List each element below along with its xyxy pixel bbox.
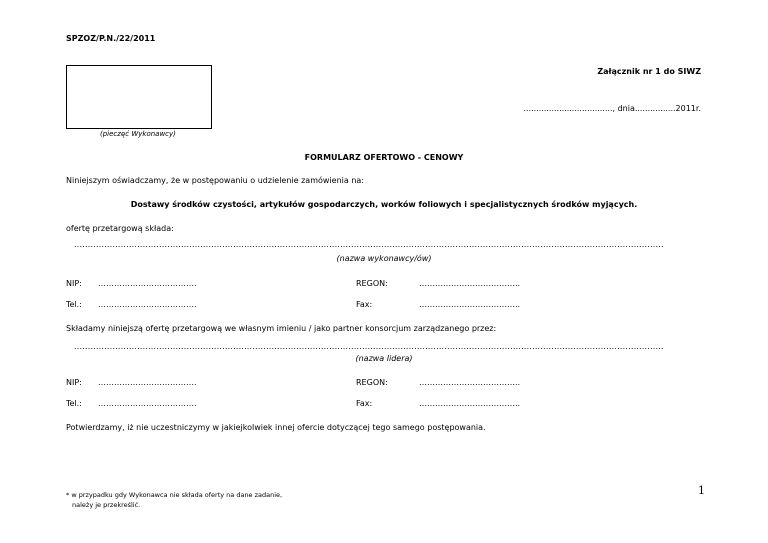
leader-fax-label: Fax: <box>356 399 373 408</box>
date-line: ..................................., dnia................2011r. <box>523 104 701 113</box>
leader-tel-dotted-field: ………………………………. <box>98 399 197 408</box>
attachment-label: Załącznik nr 1 do SIWZ <box>597 67 701 76</box>
nip-dotted-field: ………………………………. <box>98 279 197 288</box>
contractor-stamp-box <box>66 65 212 129</box>
leader-name-caption: (nazwa lidera) <box>355 354 413 363</box>
tel-dotted-field: ………………………………. <box>98 300 197 309</box>
leader-nip-dotted-field: ………………………………. <box>98 378 197 387</box>
order-subject: Dostawy środków czystości, artykułów gospodarczych, worków foliowych i specjalistycznych środków myjących. <box>130 200 638 209</box>
page-number: 1 <box>698 484 705 497</box>
offer-submitted-by-label: ofertę przetargową składa: <box>66 224 174 233</box>
declaration-text: Niniejszym oświadczamy, że w postępowaniu o udzielenie zamówienia na: <box>66 176 364 185</box>
form-title: FORMULARZ OFERTOWO - CENOWY <box>304 153 464 162</box>
document-reference: SPZOZ/P.N./22/2011 <box>66 34 156 43</box>
fax-dotted-field: ……………………………….. <box>419 300 521 309</box>
fax-label: Fax: <box>356 300 373 309</box>
leader-name-dotted-line: ....................................................................................................................................................................................................................... <box>74 342 664 351</box>
footnote-line-2: należy je przekreślić. <box>72 501 141 509</box>
tel-label: Tel.: <box>66 300 82 309</box>
nip-label: NIP: <box>66 279 82 288</box>
leader-regon-dotted-field: ……………………………….. <box>419 378 521 387</box>
contractor-name-caption: (nazwa wykonawcy/ów) <box>336 254 432 263</box>
contractor-name-dotted-line: ....................................................................................................................................................................................................................... <box>74 240 664 249</box>
regon-label: REGON: <box>356 279 388 288</box>
footnote-line-1: * w przypadku gdy Wykonawca nie składa oferty na dane zadanie, <box>66 491 283 499</box>
leader-fax-dotted-field: ……………………………….. <box>419 399 521 408</box>
confirmation-statement: Potwierdzamy, iż nie uczestniczymy w jakiejkolwiek innej ofercie dotyczącej tego samego postępowania. <box>66 423 486 432</box>
leader-tel-label: Tel.: <box>66 399 82 408</box>
stamp-caption: (pieczęć Wykonawcy) <box>100 130 176 138</box>
consortium-statement: Składamy niniejszą ofertę przetargową we własnym imieniu / jako partner konsorcjum zarządzanego przez: <box>66 324 497 333</box>
leader-nip-label: NIP: <box>66 378 82 387</box>
leader-regon-label: REGON: <box>356 378 388 387</box>
regon-dotted-field: ……………………………….. <box>419 279 521 288</box>
